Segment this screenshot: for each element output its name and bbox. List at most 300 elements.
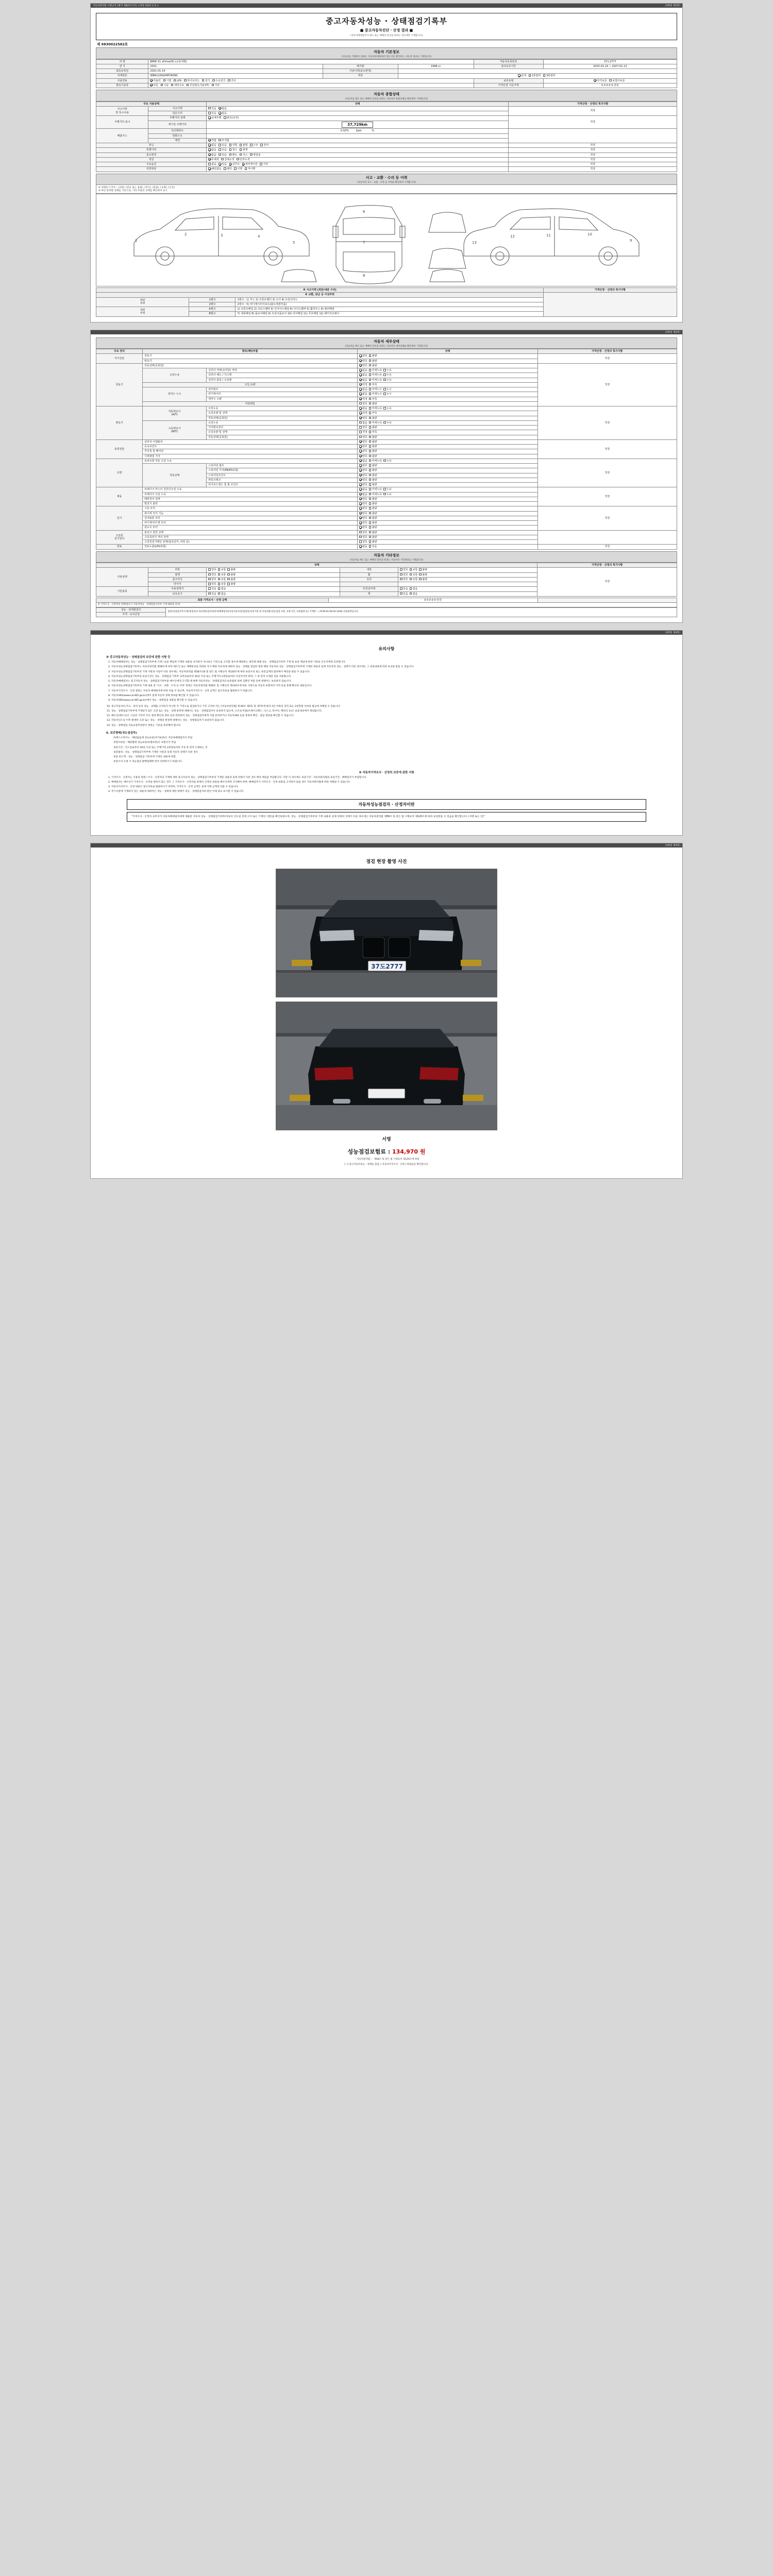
opt-minor[interactable]: 미세누수 [369,393,382,396]
simplerepair-opt-1[interactable]: 없음 [219,112,227,115]
table-row [96,83,677,88]
opt-low[interactable]: 부족 [369,383,377,386]
svg-text:37도2777: 37도2777 [371,963,403,971]
special-opt-1[interactable]: 있음 [219,148,227,151]
value-mt-leak [358,420,537,425]
field-label-fuel: 사용연료 [96,78,148,83]
note-engine: 적정 [537,363,677,406]
opt-good[interactable]: 양호 [359,483,367,486]
row-steer-tierod: 타이로드엔드 및 볼 조인트 [207,483,358,487]
row-steer-joint: 스티어링조인트 [207,473,358,478]
section-detail-title: 자동차 세부상태 [374,340,399,344]
opt-bad[interactable]: 불량 [369,445,377,448]
opt-yes[interactable]: 있음 [400,587,408,590]
opt-minor[interactable]: 미세누유 [369,488,382,491]
note-accident: 적정 [509,106,677,116]
usechange-sub-2[interactable]: 영업용 [250,154,261,157]
notice-item: 10. 중고자동차의 주요 · 장치 등의 성능 · 상태를 고지하지 아니한 자 거짓으로 점검하거나 거짓 고지한 자는 [자동차관리법] 제 80조 제5호 및 제7호에 따라 2년 이하의 징역 또는 2천만원 이하의 벌금에 처해질 수 있습니다. [111,705,667,708]
opt-good[interactable]: 양호 [359,417,367,420]
col-head-note: 가격산정 · 산정의 특기사항 [509,101,677,106]
opt-good[interactable]: 양호 [208,568,216,571]
opt-bad[interactable]: 불량 [369,464,377,467]
opt-yes[interactable]: 있음 [208,592,216,596]
fuel-option-2[interactable]: LPG [174,79,182,82]
opt-good[interactable]: 양호 [359,450,367,453]
opt-good[interactable]: 양호 [359,479,367,482]
sheet-page-2 [90,330,683,623]
basic-info-table [96,59,677,89]
recall-opt-1[interactable]: 해당 [224,167,232,171]
table-row [96,152,677,157]
opt-bad[interactable]: 불량 [227,573,236,577]
opt-leak[interactable]: 누수 [383,388,392,391]
opt-good[interactable]: 양호 [359,469,367,472]
tuning-opt-0[interactable]: 없음 [208,144,216,147]
opt-good[interactable]: 양호 [359,440,367,444]
photo-front[interactable] [276,869,497,997]
opt-bad[interactable]: 불량 [369,469,377,472]
opt-good[interactable]: 양호 [208,573,216,577]
row-engine-coolantqty: 냉각수 수량 [207,397,358,401]
table-row [96,459,677,463]
note-other: 적정 [537,568,677,597]
photo-gallery [101,869,672,1130]
opt-low[interactable]: 부족 [369,412,377,415]
opt-bad[interactable]: 불량 [419,578,427,581]
value-at-idle [358,416,537,420]
photo-front-svg [276,869,497,997]
usechange-opt-0[interactable]: 없음 [208,154,216,157]
opt-good[interactable]: 양호 [359,455,367,458]
opt-bad[interactable]: 불량 [369,531,377,534]
field-value-transmission [148,83,474,88]
notice-item: 14. 성능 · 상태점검 국토교통부장관이 정하는 기준을 충족해야 합니다. [111,724,667,727]
opt-good[interactable]: 양호 [359,402,367,405]
opt-bad[interactable]: 불량 [369,426,377,429]
svg-text:13: 13 [472,241,477,245]
fuel-option-5[interactable]: 수소전기 [212,79,225,82]
row-selfdiag-engine: 원동기 [143,354,358,359]
options-sub-1[interactable]: 내비게이션 [242,163,258,166]
options-opt-1[interactable]: 있음 [219,163,227,166]
value-steer-leak [358,459,537,463]
opt-none[interactable]: 없음 [359,374,367,377]
opt-low[interactable]: 부족 [369,398,377,401]
opt-none[interactable]: 없음 [359,493,367,496]
opt-leak[interactable]: 누유 [383,369,392,372]
opt-good[interactable]: 양호 [208,583,216,586]
warranty-option-1[interactable]: 보험사보증 [609,79,625,82]
section-overall-band [96,90,677,101]
options-sub-2[interactable]: 기타 [260,163,268,166]
value-steer-crank [358,478,537,482]
value-steer-pump [358,464,537,468]
recall-sub-1[interactable]: 미이행 [245,167,256,171]
accident-opt-1[interactable]: 없음 [219,107,227,110]
field-value-year: 2021 [148,64,323,69]
opt-minor[interactable]: 미세누수 [369,388,382,391]
row-windowmotor: 윈도우 모터 [143,526,358,530]
transmission-option-4[interactable]: 기타 [212,84,220,87]
table-header-row [96,563,677,568]
opt-bad[interactable]: 불량 [369,526,377,529]
opt-good[interactable]: 양호 [359,436,367,439]
color-option-1[interactable]: 2톤칼라 [529,74,541,77]
svg-text:1: 1 [135,239,138,243]
page-indicator-4: (3쪽중 제3쪽) [665,844,680,848]
opt-bad[interactable]: 불량 [369,436,377,439]
table-header-row [96,293,677,297]
row-label-blank [340,582,398,587]
special-sub-0[interactable]: 침수 [229,148,238,151]
opt-good[interactable]: 양호 [359,536,367,539]
opt-good[interactable]: 양호 [359,507,367,510]
opt-bad[interactable]: 불량 [227,583,236,586]
opt-none[interactable]: 없음 [359,407,367,410]
opt-none[interactable]: 없음 [359,488,367,491]
opt-leak[interactable]: 누유 [383,421,392,425]
tuning-sub-1[interactable]: 불법 [240,144,248,147]
table-row [96,406,677,411]
transmission-option-2[interactable]: 세미오토 [171,84,184,87]
notice-list-1 [111,660,667,703]
opt-leak[interactable]: 누유 [383,374,392,377]
opt-bad[interactable]: 불량 [369,440,377,444]
fuel-option-1[interactable]: 디젤 [163,79,172,82]
value-engine-block [358,378,537,382]
car-damage-diagram[interactable] [96,194,677,286]
opt-normal[interactable]: 보통 [410,568,418,571]
value-tools [207,591,340,596]
row-mt-oilqty: 오일유량 및 상태 [207,430,358,435]
row-driveshaft: 추진축 및 베어링 [143,449,358,454]
row-brake-booster: 배력장치 상태 [143,497,358,501]
colorstate-opt-1[interactable]: 전체도색 [221,158,234,161]
opt-normal[interactable]: 보통 [218,583,226,586]
options-opt-0[interactable]: 없음 [208,163,216,166]
page-indicator-2: (3쪽중 제2쪽) [665,331,680,334]
smoke-opt-0[interactable]: 적합 [208,139,216,142]
group-powertrain: 동력전달 [96,439,143,459]
opt-none[interactable]: 없음 [359,421,367,425]
opt-no[interactable]: 없음 [410,587,418,590]
opt-no[interactable]: 없음 [218,592,226,596]
svg-text:5: 5 [293,241,295,245]
subgroup-steer-operation: 작동상태 [143,464,207,487]
value-alternator [358,502,537,506]
row-value-tuning [207,143,509,148]
tuning-opt-1[interactable]: 있음 [219,144,227,147]
mileage-opt-0[interactable]: 실제주행 [208,116,221,120]
table-row [96,64,677,69]
opt-yes[interactable]: 있음 [208,587,216,590]
rank-label-b: B랭크 [189,312,236,316]
color-option-2[interactable]: 3톤칼라 [543,74,556,77]
colorstate-opt-2[interactable]: 일부도색 [237,158,249,161]
car-diagram-svg [103,194,670,286]
page-title: 중고자동차성능 · 상태점검기록부 [325,16,447,26]
usechange-opt-1[interactable]: 있음 [219,154,227,157]
opt-ok[interactable]: 적정 [359,383,367,386]
detail-status-table [96,349,677,550]
accident-legend-2: ※ 하단 항목별 상태를 기준으로, 기타 부품의 상태를 확인하여 표시 [98,190,167,192]
row-starter: 시동 모터 [143,506,358,511]
special-sub-1[interactable]: 화재 [240,148,248,151]
row-value-accident [207,106,509,111]
opt-bad[interactable]: 불량 [369,517,377,520]
color-option-0[interactable]: 단색 [518,74,526,77]
value-cleaning [207,577,340,582]
opt-bad[interactable]: 불량 [369,521,377,524]
fuel-option-6[interactable]: 기타 [228,79,236,82]
page-indicator-1: (3쪽중 제1쪽) [665,5,680,7]
table-row [96,106,677,111]
section-overall-sub: (자동차를 매도 또는 매매의 알선을 하려는 자동차의 종합상태를 확인하여 기재합니다) [345,97,428,100]
opt-good[interactable]: 양호 [400,578,408,581]
row-label-accident: 사고이력 [148,106,207,111]
field-label-plate: 자동차등록번호 [474,59,543,64]
row-label-odometer: 계기상 주행거리 [148,121,207,129]
colorstate-opt-0[interactable]: 무채색 [208,158,219,161]
col-head-part: 항목/해당부품 [143,349,358,354]
value-at-oilqty [358,411,537,416]
opt-bad[interactable]: 불량 [369,455,377,458]
opt-normal[interactable]: 보통 [410,573,418,577]
fuel-option-4[interactable]: 전기 [202,79,210,82]
opt-yes[interactable]: 있음 [400,592,408,596]
notice-item: 4. 자동차성능상태점검기록부의 보증기간은 성능 · 상태점검 기록부 교부일로부터 30일 이상 또는 주행거리 2천킬로미터 이상이어야 하며, 그 중 먼저 도래한 것을 적용합니다. [111,675,667,679]
opt-bad[interactable]: 불량 [419,568,427,571]
row-alternator: 발전기 출력 [143,502,358,506]
opt-minor[interactable]: 미세누유 [369,460,382,463]
opt-bad[interactable]: 불량 [369,502,377,505]
value-brake-master [358,487,537,492]
opt-good[interactable]: 양호 [359,464,367,467]
opt-minor[interactable]: 미세누유 [369,369,382,372]
opt-normal[interactable]: 보통 [218,568,226,571]
svg-text:2: 2 [184,232,187,236]
notice-item: 8. 자동차365(www.car365.go.kr)에서 실제 자동차 상태 정보를 확인할 수 있습니다. [111,694,667,698]
value-polish [207,572,340,577]
usechange-sub-1[interactable]: 리스 [240,154,248,157]
options-sub-0[interactable]: 선루프 [229,163,240,166]
footer-note-1: 「 자동차관리법 」 제58조 및 같은 법 시행규칙 제120조에 따라 [354,1158,419,1161]
svg-text:9: 9 [630,239,632,243]
opt-good[interactable]: 양호 [400,573,408,577]
row-diffgear: 디퍼렌셜 기어 [143,454,358,459]
opt-normal[interactable]: 보통 [218,573,226,577]
transmission-option-1[interactable]: 수동 [161,84,169,87]
opt-normal[interactable]: 보통 [218,578,226,581]
signature-title: 자동차성능점검자 · 산정자이란 [127,799,646,810]
opt-bad[interactable]: 불량 [369,512,377,515]
opt-none[interactable]: 없음 [359,545,367,548]
svg-text:10: 10 [587,232,592,236]
value-glass [398,577,537,582]
notice-item: 1. 가격조사 · 산정자는 사용의 설명 / 조사 · 산정자의 기재에 대한 중고자동차 성능 · 상태점검기록부의 기재된 내용과 실제 차량이 다른 경우 배상 책임을 부담합니다. 다만 이 경우에도 보증기간 · 자동차관리법의 보증기간 · 매매업자가 부담합니다. [111,776,667,779]
warranty-option-0[interactable]: 자가보증 [594,79,607,82]
overall-status-table [96,101,677,172]
opt-good[interactable]: 양호 [359,360,367,363]
opt-bad[interactable]: 불량 [369,450,377,453]
opt-good[interactable]: 양호 [208,578,216,581]
notice-item: 3. 자동차가격조사 · 산정 내용은 참고자료로 활용하시기 바라며, 가격조사 · 산정 금액은 실제 거래 금액과 다를 수 있습니다. [111,785,667,789]
opt-ok[interactable]: 적정 [359,398,367,401]
value-manual [207,587,340,591]
fuel-option-3[interactable]: 하이브리드 [184,79,199,82]
field-label-carname: 차 명 [96,59,148,64]
tuning-sub-0[interactable]: 적법 [229,144,238,147]
opt-leak[interactable]: 누유 [383,460,392,463]
table-row [96,487,677,492]
opt-bad[interactable]: 불량 [369,507,377,510]
opt-bad[interactable]: 불량 [369,402,377,405]
field-value-color [398,74,677,78]
opt-bad[interactable]: 불량 [369,354,377,358]
mileage-opt-1[interactable]: 변조(조작) [224,116,239,120]
opt-bad[interactable]: 불량 [369,474,377,477]
opt-minor[interactable]: 미세누유 [369,421,382,425]
opt-yes[interactable]: 있음 [369,545,377,548]
opt-minor[interactable]: 미세누유 [369,493,382,496]
table-row [96,167,677,172]
opt-bad[interactable]: 불량 [369,483,377,486]
opt-none[interactable]: 없음 [359,388,367,391]
final-price-extra [537,598,677,602]
row-selfdiag-trans: 변속기 [143,359,358,363]
opt-ok[interactable]: 적정 [359,412,367,415]
row-at-idle: 작동상태(공회전) [207,416,358,420]
form-topbar-2 [91,330,682,334]
opt-leak[interactable]: 누유 [383,407,392,410]
row-steer-gear: 스티어링 기어(MDPS포함) [207,468,358,473]
opt-minor[interactable]: 미세누유 [369,374,382,377]
value-fuel-leak [358,545,537,549]
tuning-sub2-1[interactable]: 장치 [260,144,268,147]
opt-none[interactable]: 없음 [359,369,367,372]
row-engine-block: 실린더 블록 / 오일팬 [207,378,358,382]
photo-rear[interactable] [276,1002,497,1130]
transmission-option-0[interactable]: 자동 [150,84,158,87]
opt-leak[interactable]: 누수 [383,393,392,396]
value-brake-oil [358,492,537,497]
transmission-option-3[interactable]: 무단변속기(CVT) [187,84,209,87]
field-label-inspection: 검사유효기간 [474,64,543,69]
row-value-simplerepair [207,111,509,116]
value-steer-gear [358,468,537,473]
svg-text:7: 7 [363,241,365,245]
opt-good[interactable]: 양호 [359,426,367,429]
row-engine-waterpump: 워터펌프 [207,387,358,392]
value-engine-commonrail [358,401,537,406]
opt-good[interactable]: 양호 [359,531,367,534]
opt-leak[interactable]: 누유 [383,379,392,382]
opt-minor[interactable]: 미세누유 [369,407,382,410]
opt-ok[interactable]: 적정 [359,431,367,434]
value-steer-tierod [358,483,537,487]
row-hv-wiring: 고전원전기배선 상태(접속단자, 피복 등) [143,540,358,545]
table-header-row [96,288,677,293]
opt-good[interactable]: 양호 [359,521,367,524]
opt-good[interactable]: 양호 [359,517,367,520]
opt-bad[interactable]: 불량 [227,578,236,581]
value-selfdiag-engine [358,354,537,359]
row-radiatorfan: 라디에이터 팬 모터 [143,521,358,526]
opt-bad[interactable]: 불량 [369,498,377,501]
opt-leak[interactable]: 누유 [383,488,392,491]
value-triangle [398,587,537,591]
opt-good[interactable]: 양호 [359,498,367,501]
tuning-sub2-0[interactable]: 구조 [250,144,258,147]
opt-bad[interactable]: 불량 [369,536,377,539]
notice-item: 보험사보증 : 해당법에 성능보증(보험보증)은 보험사가 부담 [113,741,176,744]
opt-good[interactable]: 양호 [400,568,408,571]
opt-good[interactable]: 양호 [359,526,367,529]
smoke-opt-1[interactable]: 부적합 [219,139,229,142]
field-label-displacement: 배기량 [323,64,398,69]
opt-good[interactable]: 양호 [359,474,367,477]
opt-good[interactable]: 양호 [359,354,367,358]
opt-none[interactable]: 없음 [359,460,367,463]
inspector-body: 점검자(점검사무소)명/점검자(소속/성명)/검사대상자(매매업자)/자동차등록증/점검일/보증기관 및 보증내용(성능점검 보증, 보증기간, 보증범위 등) 기재란 — 2578-01-04-01:1426.서울광장입니다. [166,607,677,617]
opt-bad[interactable]: 불량 [227,568,236,571]
opt-good[interactable]: 양호 [359,364,367,367]
opt-bad[interactable]: 불량 [369,364,377,367]
opt-minor[interactable]: 미세누유 [369,379,382,382]
opt-no[interactable]: 없음 [410,592,418,596]
special-opt-0[interactable]: 없음 [208,148,216,151]
opt-bad[interactable]: 불량 [369,360,377,363]
opt-leak[interactable]: 누유 [383,493,392,496]
accident-opt-0[interactable]: 있음 [208,107,216,110]
opt-bad[interactable]: 불량 [419,573,427,577]
row-label-tuning: 튜닝 [96,143,207,148]
col-head-condition: 상태 [358,349,537,354]
opt-none[interactable]: 없음 [359,393,367,396]
opt-normal[interactable]: 보통 [410,578,418,581]
fuel-option-0[interactable]: 가솔린 [150,79,161,82]
value-jack [398,591,537,596]
section-basic-band [96,47,677,59]
table-row [96,439,677,444]
opt-bad[interactable]: 불량 [369,417,377,420]
usechange-sub-0[interactable]: 렌트 [229,154,238,157]
opt-no[interactable]: 없음 [218,587,226,590]
opt-none[interactable]: 없음 [359,379,367,382]
co-std: 2pm [356,129,362,133]
table-row [96,607,677,612]
opt-good[interactable]: 양호 [359,540,367,544]
table-row [96,568,677,572]
group-accident-history: 사고이력 및 특수사용 [96,106,148,116]
simplerepair-opt-0[interactable]: 있음 [208,112,216,115]
recall-opt-0[interactable]: 해당없음 [208,167,221,171]
photo-rear-svg [276,1002,497,1130]
recall-sub-0[interactable]: 이행 [234,167,242,171]
rank-label-1: 1랭크 [189,297,236,302]
opt-bad[interactable]: 불량 [369,540,377,544]
opt-bad[interactable]: 불량 [369,479,377,482]
value-wiper [358,511,537,516]
table-row [96,116,677,121]
col-head-state: 상태 [207,101,509,106]
opt-good[interactable]: 양호 [359,502,367,505]
note-steering: 적정 [537,459,677,487]
opt-good[interactable]: 양호 [359,512,367,515]
opt-good[interactable]: 양호 [359,445,367,448]
opt-low[interactable]: 부족 [369,431,377,434]
field-label-year: 연 식 [96,64,148,69]
